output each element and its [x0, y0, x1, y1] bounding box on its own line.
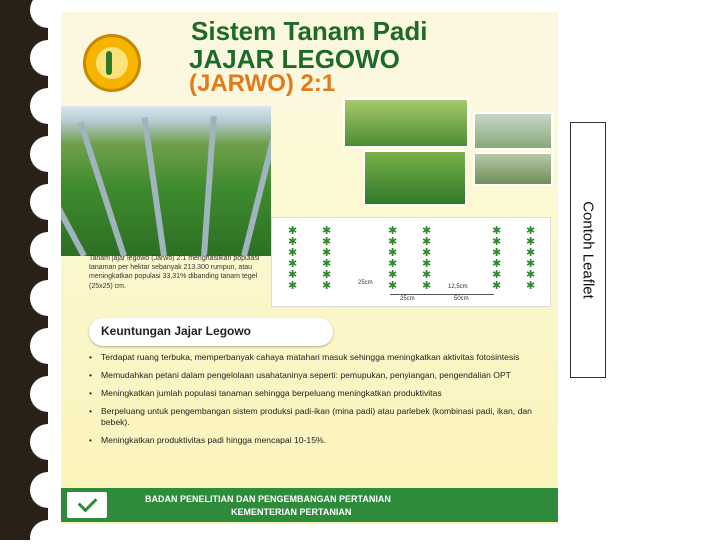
- leaflet: [61, 12, 558, 524]
- rice-plant-icon: ✱ ✱ ✱ ✱ ✱ ✱: [526, 225, 536, 292]
- benefit-item: • Berpeluang untuk pengembangan sistem produksi padi-ikan (mina padi) atau parlebek (kombinasi padi, ikan, dan bebek).: [89, 406, 539, 428]
- rice-plant-icon: ✱ ✱ ✱ ✱ ✱ ✱: [288, 225, 298, 292]
- benefit-item: • Meningkatkan produktivitas padi hingga mencapai 10-15%.: [89, 435, 539, 446]
- field-water-row: [78, 122, 127, 256]
- dimension-label: 12,5cm: [448, 284, 468, 290]
- dimension-line: [424, 294, 494, 295]
- benefit-item: • Meningkatkan jumlah populasi tanaman sehingga berpeluang meningkatkan produktivitas: [89, 388, 539, 399]
- field-water-row: [241, 119, 271, 256]
- rice-plant-icon: ✱ ✱ ✱ ✱ ✱ ✱: [388, 225, 398, 292]
- field-water-row: [201, 116, 217, 256]
- benefit-item: • Memudahkan petani dalam pengelolaan usahataninya seperti: pemupukan, penyiangan, pengendalian OPT: [89, 370, 539, 381]
- legowo-rows-photo: [363, 150, 467, 206]
- agency-logo: [67, 492, 107, 518]
- rice-plant-icon: ✱ ✱ ✱ ✱ ✱ ✱: [322, 225, 332, 292]
- description-text: Tanam jajar legowo (Jarwo) 2:1 menghasilkan populasi tanaman per hektar sebanyak 213.300 rumpun, atau meningkatkan populasi 33,31% dibanding tanam tegel (25x25) cm.: [89, 255, 260, 290]
- title-line-1: Sistem Tanam Padi: [191, 16, 428, 46]
- rice-plant-icon: ✱ ✱ ✱ ✱ ✱ ✱: [422, 225, 432, 292]
- farmers-field-photo: [473, 112, 553, 150]
- ministry-logo: [83, 34, 141, 92]
- title-line-3: (JARWO) 2:1: [189, 70, 336, 97]
- benefit-item: • Terdapat ruang terbuka, memperbanyak cahaya matahari masuk sehingga meningkatkan aktivitas fotosintesis: [89, 352, 539, 363]
- dimension-label: 25cm: [400, 296, 415, 302]
- footer-agency: BADAN PENELITIAN DAN PENGEMBANGAN PERTANIAN: [145, 494, 391, 504]
- planting-diagram: [271, 217, 551, 307]
- rice-plants-photo: [343, 98, 469, 148]
- field-water-row: [61, 131, 87, 256]
- field-work-photo: [473, 152, 553, 186]
- field-water-row: [142, 117, 167, 256]
- dimension-label: 50cm: [454, 296, 469, 302]
- check-icon: [78, 493, 98, 513]
- rice-plant-icon: ✱ ✱ ✱ ✱ ✱ ✱: [492, 225, 502, 292]
- logo-leaf-icon: [106, 51, 112, 75]
- dimension-line: [390, 294, 424, 295]
- caption-text: Contoh Leaflet: [579, 201, 597, 299]
- footer-ministry: KEMENTERIAN PERTANIAN: [231, 507, 352, 517]
- dimension-label: 25cm: [358, 280, 373, 286]
- title-line-2: JAJAR LEGOWO: [189, 44, 400, 74]
- decorative-left-strip: [0, 0, 48, 540]
- benefits-list: [89, 352, 539, 453]
- footer-bar: [61, 488, 558, 522]
- benefits-title: Keuntungan Jajar Legowo: [101, 324, 252, 338]
- logo-emblem: [96, 47, 128, 79]
- scallop-edge: [30, 520, 66, 556]
- rice-field-photo: [61, 106, 271, 256]
